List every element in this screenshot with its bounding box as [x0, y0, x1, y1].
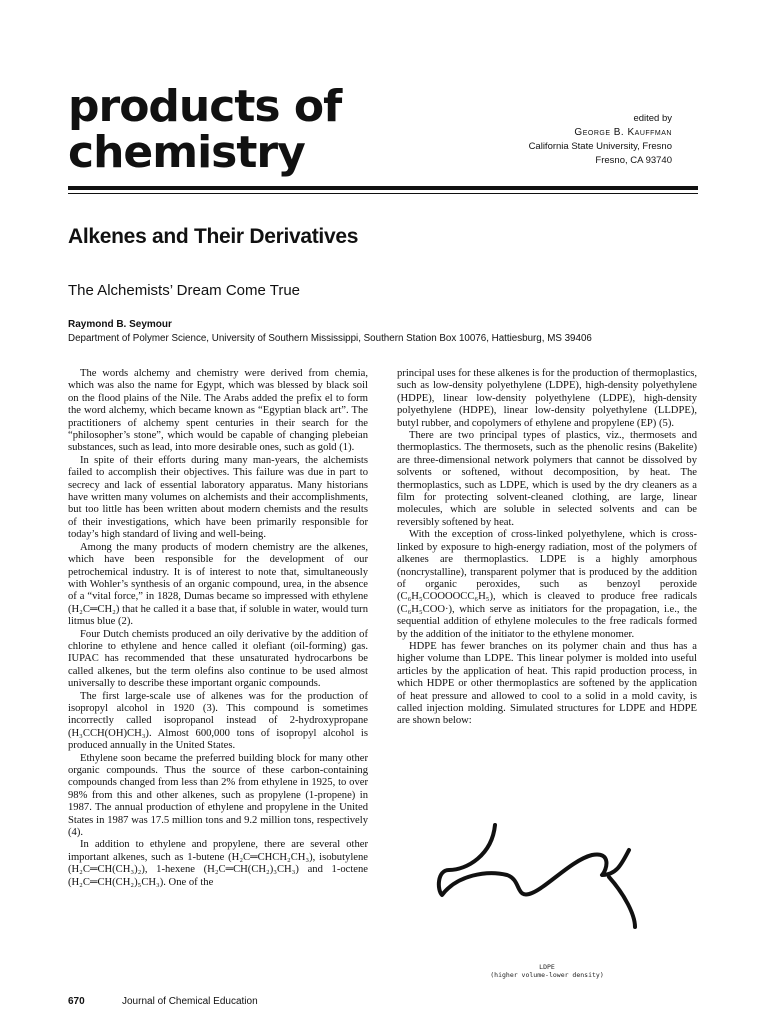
- logo-line-1: products of: [68, 81, 342, 132]
- paragraph: In addition to ethylene and propylene, there are several other important alkenes, such as 1-butene (H₂C═CHCH₂CH₃), isobutylene (H₂C═CH(CH₃)₂), 1-hexene (H₂C═CH(CH₂)₃CH₃) and 1-octene (H₂C═CH(CH₂)₅CH₃). One of the: [68, 839, 368, 888]
- author-affiliation: Department of Polymer Science, University of Southern Mississippi, Southern Station Box 10076, Hattiesburg, MS 39406: [68, 333, 592, 344]
- paragraph: With the exception of cross-linked polyethylene, which is cross-linked by exposure to high-energy radiation, most of the polymers of alkenes are thermoplastics. LDPE is a highly amorphous (noncrystalline), transparent polymer that is produced by the addition of organic peroxides, such as benzoyl peroxide (C₆H₅COOOOCC₆H₅), which is cleaved to produce free radicals (C₆H₅COO·), which serve as initiators for the propagation, i.e., the sequential addition of ethylene molecules to the free radicals formed by the addition of the initiator to the ethylene monomer.: [397, 529, 697, 640]
- editor-block: [529, 112, 672, 168]
- header-rule-thin: [68, 193, 698, 194]
- ldpe-chain-drawing: [397, 815, 697, 965]
- right-column: [397, 368, 697, 728]
- ldpe-structure-figure: [397, 815, 697, 985]
- author-name: Raymond B. Seymour: [68, 319, 172, 330]
- paragraph: The words alchemy and chemistry were derived from chemia, which was also the name for Egypt, which was blessed by black soil on the flood plains of the Nile. The Arabs added the prefix el to form the word alchemy, which became known as “Egyptian black art”. The practitioners of alchemy spent centuries in their search for the “philosopher’s stone”, which would be capable of changing plebeian substances, such as lead, into more desirable ones, such as gold (1).: [68, 368, 368, 454]
- header-rule-thick: [68, 186, 698, 190]
- paragraph: HDPE has fewer branches on its polymer chain and thus has a higher volume than LDPE. This linear polymer is molded into useful articles by the application of heat. This rapid production process, in which HDPE or other thermoplastics are softened by the application of heat pressure and allowed to cool to a solid in a mold cavity, is called injection molding. Simulated structures for LDPE and HDPE are shown below:: [397, 640, 697, 727]
- editor-name: George B. Kauffman: [574, 127, 672, 138]
- paragraph: Ethylene soon became the preferred building block for many other organic compounds. Thus the source of these carbon-containing compounds changed from less than 2% from ethylene in 1925, to over 98% from this and other alkenes, such as propylene (1-propene) in 1987. The annual production of ethylene and propylene in the United States in 1987 was 17.5 million tons and 9.2 million tons, respectively (4).: [68, 752, 368, 839]
- paragraph: There are two principal types of plastics, viz., thermosets and thermoplastics. The thermosets, such as the phenolic resins (Bakelite) are three-dimensional network polymers that cannot be dissolved by solvents or softened, without decomposition, by heat. The thermoplastics, such as LDPE, which is used by the dry cleaners as a film for protecting solvent-cleaned clothing, are large, linear molecules, which are soluble in selected solvents and can be reversibly softened by heat.: [397, 430, 697, 528]
- left-column: [68, 368, 368, 889]
- editor-address: Fresno, CA 93740: [595, 155, 672, 166]
- edited-by-label: edited by: [633, 113, 672, 124]
- paragraph: Among the many products of modern chemistry are the alkenes, which have been responsible for the development of our petrochemical industry. It is of interest to note that, simultaneously with Wohler’s synthesis of an organic compound, urea, in the absence of a “vital force,” in 1828, Dumas became so impressed with ethylene (H₂C═CH₂) that he called it a base that, if soluble in water, would turn litmus blue (2).: [68, 541, 368, 628]
- paragraph: The first large-scale use of alkenes was for the production of isopropyl alcohol in 1920 (3). This compound is sometimes incorrectly called isopropanol instead of 2-hydroxypropane (H₃CCH(OH)CH₃). Almost 600,000 tons of isopropyl alcohol is produced annually in the United States.: [68, 690, 368, 752]
- column-logo: [68, 81, 342, 178]
- article-subtitle: The Alchemists’ Dream Come True: [68, 282, 301, 299]
- figure-label: LDPE: [539, 963, 555, 971]
- paragraph: In spite of their efforts during many man-years, the alchemists failed to accomplish their objectives. This failure was due in part to secrecy and lack of essential laboratory apparatus. Many historians have written many volumes on alchemists and their accomplishments, but too little has been written about modern chemists and the results of their investigations, which have been primarily responsible for today’s high standard of living and well-being.: [68, 454, 368, 541]
- article-title: Alkenes and Their Derivatives: [68, 225, 359, 248]
- page-number: 670: [68, 996, 85, 1007]
- editor-affiliation: California State University, Fresno: [528, 141, 672, 152]
- journal-name: Journal of Chemical Education: [122, 996, 258, 1007]
- logo-line-2: chemistry: [68, 127, 305, 178]
- paragraph: Four Dutch chemists produced an oily derivative by the addition of chlorine to ethylene and hence called it olefiant (oil-forming) gas. IUPAC has recommended that these unsaturated hydrocarbons be called alkenes, but the term olefins also continue to be used almost universally to describe these important organic compounds.: [68, 628, 368, 690]
- paragraph: principal uses for these alkenes is for the production of thermoplastics, such as low-density polyethylene (LDPE), high-density polyethylene (HDPE), linear low-density polyethylene (LDPE), high-density polyethylene (HDPE), linear low-density polyethylene (LLDPE), butyl rubber, and copolymers of ethylene and propylene (EP) (5).: [397, 368, 697, 429]
- figure-caption: (higher volume-lower density): [490, 971, 604, 979]
